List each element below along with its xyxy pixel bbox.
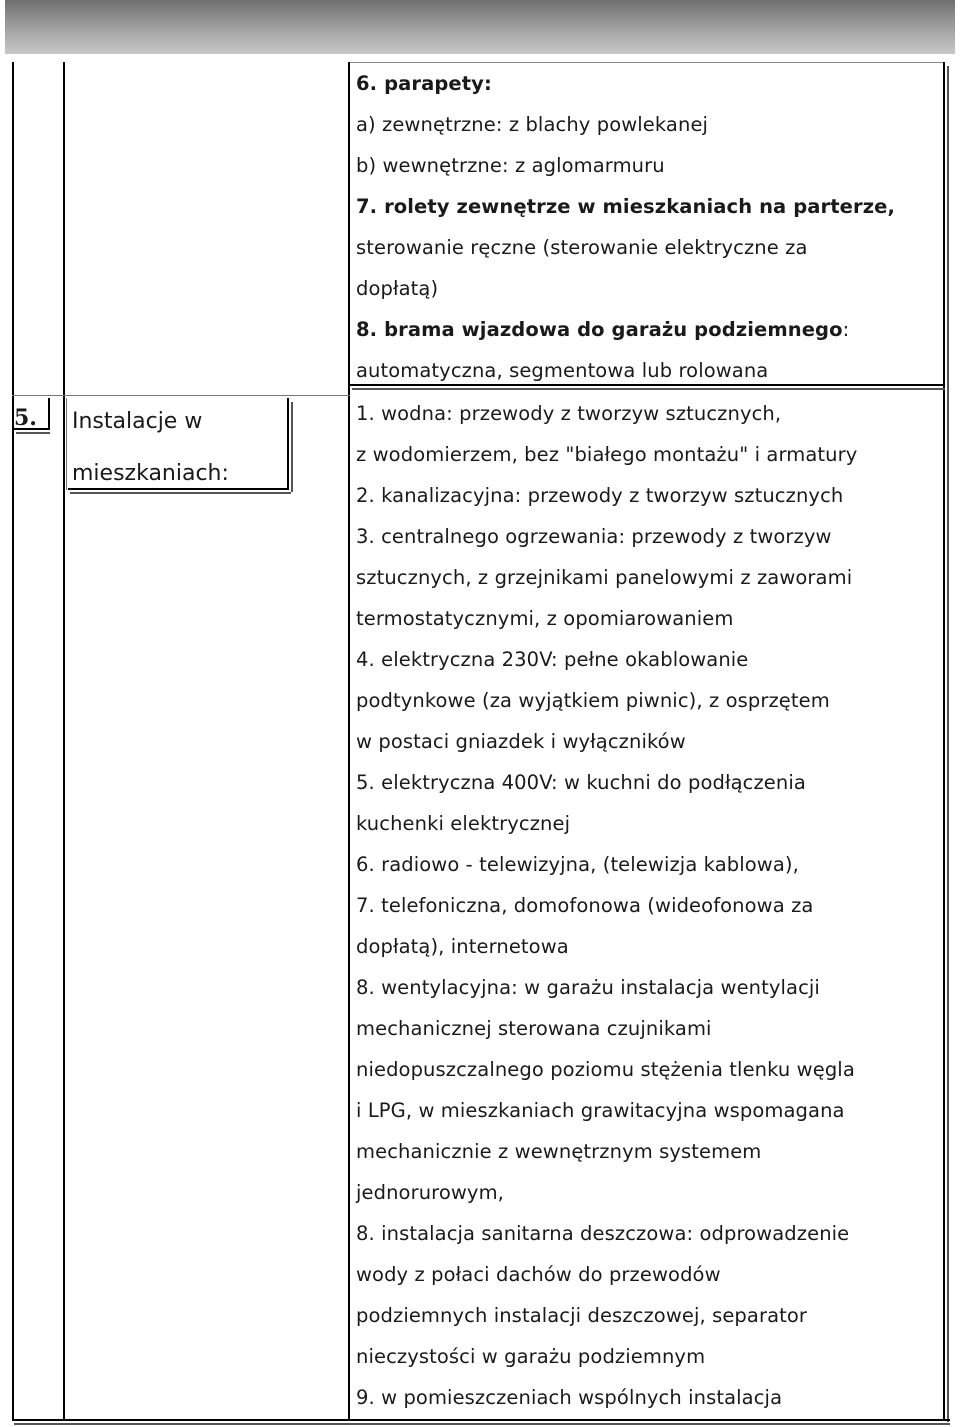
header-band [5,0,955,54]
lower-cell-text [356,393,941,1418]
text-line: 1. wodna: przewody z tworzyw sztucznych, [356,402,782,425]
text-line: podtynkowe (za wyjątkiem piwnic), z osprzętem [356,689,830,712]
text-line: 9. w pomieszczeniach wspólnych instalacja [356,1386,783,1409]
text-line: mechanicznie z wewnętrznym systemem [356,1140,762,1163]
text-line: w postaci gniazdek i wyłączników [356,730,686,753]
text-line: 8. brama wjazdowa do garażu podziemnego: [356,318,850,341]
text-line: 6. parapety: [356,72,492,95]
text-line: kuchenki elektrycznej [356,812,571,835]
row-label-line: Instalacje w [72,409,203,434]
text-line: 7. telefoniczna, domofonowa (wideofonowa za [356,894,814,917]
text-line: sztucznych, z grzejnikami panelowymi z zaworami [356,566,853,589]
text-line: z wodomierzem, bez "białego montażu" i armatury [356,443,858,466]
text-line: podziemnych instalacji deszczowej, separator [356,1304,808,1327]
text-line: 4. elektryczna 230V: pełne okablowanie [356,648,749,671]
text-line: i LPG, w mieszkaniach grawitacyjna wspomagana [356,1099,845,1122]
row-number: 5. [14,405,37,431]
row-label [72,396,229,500]
text-line: a) zewnętrzne: z blachy powlekanej [356,113,709,136]
text-line: nieczystości w garażu podziemnym [356,1345,706,1368]
text-line: sterowanie ręczne (sterowanie elektryczne za [356,236,808,259]
row-label-line: mieszkaniach: [72,461,229,486]
text-line: 5. elektryczna 400V: w kuchni do podłączenia [356,771,806,794]
text-line: 2. kanalizacyjna: przewody z tworzyw sztucznych [356,484,844,507]
upper-cell-text [356,63,941,391]
text-line: mechanicznej sterowana czujnikami [356,1017,712,1040]
text-line: b) wewnętrzne: z aglomarmuru [356,154,665,177]
text-line: jednorurowym, [356,1181,504,1204]
text-line: 8. instalacja sanitarna deszczowa: odprowadzenie [356,1222,850,1245]
text-line: dopłatą) [356,277,439,300]
text-line: niedopuszczalnego poziomu stężenia tlenku węgla [356,1058,855,1081]
text-line: dopłatą), internetowa [356,935,569,958]
text-line: 8. wentylacyjna: w garażu instalacja wentylacji [356,976,820,999]
text-line: 3. centralnego ogrzewania: przewody z tworzyw [356,525,832,548]
text-line: wody z połaci dachów do przewodów [356,1263,721,1286]
text-line: termostatycznymi, z opomiarowaniem [356,607,734,630]
text-line: 7. rolety zewnętrze w mieszkaniach na parterze, [356,195,895,218]
text-line: automatyczna, segmentowa lub rolowana [356,359,769,382]
text-line: 6. radiowo - telewizyjna, (telewizja kablowa), [356,853,799,876]
